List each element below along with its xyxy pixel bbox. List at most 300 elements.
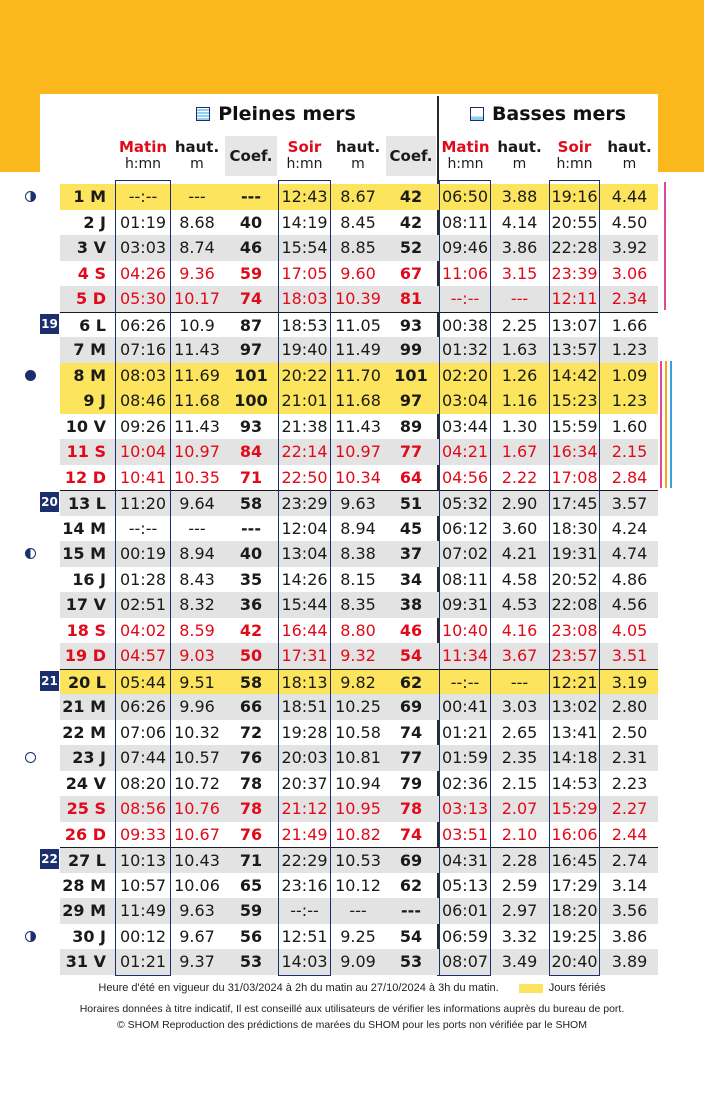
day-cell: 20 L [67, 672, 106, 692]
bm-haut-2-cell: 1.66 [611, 315, 648, 335]
bm-soir-cell: 20:55 [551, 212, 598, 232]
bm-haut-1-cell: 3.86 [501, 238, 538, 257]
pm-soir-cell: 18:51 [281, 697, 328, 716]
day-cell: 11 S [66, 442, 106, 461]
pm-coef-1-cell: 71 [239, 467, 263, 487]
pm-coef-2-cell: --- [401, 901, 421, 920]
pm-haut-2-cell: 8.35 [340, 595, 376, 614]
pm-matin-cell: 08:56 [119, 799, 167, 818]
pm-haut-2-cell: 11.05 [335, 315, 381, 335]
bm-matin-cell: 01:21 [441, 722, 489, 742]
pm-coef-1-cell: 100 [234, 391, 268, 410]
pm-haut-2-cell: 10.82 [335, 824, 381, 844]
pm-coef-1-cell: 74 [239, 289, 263, 308]
bm-haut-1-cell: 3.49 [501, 952, 538, 971]
pm-haut-2-cell: 10.95 [335, 799, 381, 818]
day-cell: 23 J [72, 748, 106, 767]
pm-coef-2-cell: 62 [399, 672, 423, 692]
pm-haut-2-cell: 10.34 [335, 467, 381, 487]
pm-haut-2-cell: 11.70 [335, 365, 381, 385]
pm-haut-2-cell: 8.45 [340, 212, 376, 232]
pm-soir-cell: 21:12 [281, 799, 328, 818]
pm-coef-2-cell: 74 [399, 722, 423, 742]
pm-soir-cell: 14:19 [281, 212, 328, 232]
bm-haut-1-cell: 1.30 [501, 416, 538, 436]
bm-matin-cell: 01:32 [441, 340, 489, 359]
pm-matin-cell: 01:28 [119, 569, 167, 589]
pm-matin-cell: 03:03 [119, 238, 167, 257]
bm-haut-1-cell: 4.14 [501, 212, 538, 232]
day-cell: 10 V [65, 416, 106, 436]
pm-coef-1-cell: 50 [239, 646, 263, 665]
pm-matin-cell: 06:26 [119, 315, 167, 335]
pm-soir-cell: 20:03 [281, 748, 328, 767]
holiday-legend-swatch [519, 984, 543, 993]
pm-matin-cell: 10:41 [119, 467, 167, 487]
header-pm-soir: Soir h:mn [286, 138, 323, 172]
pm-haut-2-cell: 11.68 [335, 391, 381, 410]
pm-haut-2-cell: 10.94 [335, 773, 381, 793]
pm-coef-1-cell: 36 [239, 595, 263, 614]
bm-haut-1-cell: 1.63 [501, 340, 538, 359]
pm-soir-cell: 16:44 [281, 620, 328, 640]
pm-coef-1-cell: 46 [239, 238, 263, 257]
pm-haut-2-cell: 10.97 [335, 442, 381, 461]
bm-haut-1-cell: 2.59 [501, 875, 538, 895]
pm-coef-2-cell: 77 [399, 748, 423, 767]
bm-haut-1-cell: 2.25 [501, 315, 538, 335]
pm-coef-2-cell: 77 [399, 442, 423, 461]
bm-matin-column-box [439, 180, 491, 976]
bm-soir-cell: 19:16 [551, 187, 598, 206]
pm-coef-2-cell: 69 [399, 697, 423, 716]
pm-soir-cell: 15:44 [281, 595, 328, 614]
pm-matin-cell: 10:57 [119, 875, 167, 895]
footer-disclaimer: Horaires données à titre indicatif, Il est conseillé aux utilisateurs de vérifier les informations auprès du bureau de port. [79, 1003, 625, 1015]
pm-coef-1-cell: 97 [239, 340, 263, 359]
pm-matin-cell: 04:57 [119, 646, 167, 665]
bm-haut-2-cell: 3.86 [611, 926, 648, 946]
pm-coef-2-cell: 81 [399, 289, 423, 308]
bm-soir-cell: 20:52 [551, 569, 598, 589]
bm-haut-2-cell: 3.14 [611, 875, 648, 895]
bm-matin-cell: 06:01 [441, 901, 489, 920]
footer-copyright: © SHOM Reproduction des prédictions de marées du SHOM pour les ports non vérifiée par le SHOM [117, 1019, 587, 1031]
first-quarter-moon-icon [25, 931, 36, 942]
pm-soir-cell: 23:29 [281, 494, 328, 513]
pm-coef-1-cell: 101 [234, 365, 268, 385]
day-cell: 6 L [79, 315, 106, 335]
day-cell: 21 M [62, 697, 106, 716]
pm-haut-2-cell: 8.15 [340, 569, 376, 589]
bm-haut-2-cell: 3.19 [611, 672, 648, 692]
pm-haut-1-cell: 9.37 [179, 952, 215, 971]
pm-coef-1-cell: 65 [239, 875, 263, 895]
header-pm-coef-2: Coef. [386, 136, 436, 176]
pm-haut-2-cell: 9.32 [340, 646, 376, 665]
pm-matin-cell: 01:21 [119, 952, 167, 971]
pm-coef-1-cell: 71 [239, 851, 263, 870]
pm-coef-1-cell: --- [241, 518, 261, 538]
pm-haut-1-cell: 8.94 [179, 544, 215, 563]
bm-soir-cell: 22:28 [551, 238, 598, 257]
day-cell: 28 M [62, 875, 106, 895]
bm-soir-cell: 12:21 [551, 672, 598, 692]
day-cell: 14 M [62, 518, 106, 538]
pm-coef-2-cell: 97 [399, 391, 423, 410]
pm-matin-cell: 11:20 [119, 494, 167, 513]
pm-haut-1-cell: 10.9 [179, 315, 215, 335]
bm-soir-cell: 16:06 [551, 824, 598, 844]
pm-matin-cell: 10:13 [119, 851, 167, 870]
bm-haut-2-cell: 3.56 [611, 901, 648, 920]
bm-haut-1-cell: 1.26 [501, 365, 538, 385]
day-cell: 25 S [66, 799, 106, 818]
pm-soir-cell: 22:50 [281, 467, 328, 487]
bm-haut-2-cell: 2.27 [611, 799, 648, 818]
pm-matin-cell: 04:26 [119, 263, 167, 283]
week-number-badge: 21 [40, 671, 59, 691]
pm-matin-cell: 09:26 [119, 416, 167, 436]
header-pm-haut-2: haut. m [335, 138, 381, 172]
pm-coef-2-cell: 101 [394, 365, 428, 385]
pm-haut-1-cell: 9.64 [179, 494, 215, 513]
pm-haut-1-cell: 8.68 [179, 212, 215, 232]
pm-matin-cell: 00:12 [119, 926, 167, 946]
footer-dst-line [0, 982, 704, 994]
bm-haut-1-cell: 2.15 [501, 773, 538, 793]
bm-soir-cell: 12:11 [551, 289, 598, 308]
pm-haut-2-cell: 9.09 [340, 952, 376, 971]
pm-coef-2-cell: 64 [399, 467, 423, 487]
bm-haut-2-cell: 2.34 [611, 289, 648, 308]
pm-matin-cell: 09:33 [119, 824, 167, 844]
bm-haut-1-cell: 2.90 [501, 494, 538, 513]
pm-haut-2-cell: 8.80 [340, 620, 376, 640]
pm-haut-1-cell: 10.72 [174, 773, 220, 793]
bm-matin-cell: 04:56 [441, 467, 489, 487]
pm-soir-cell: 17:05 [281, 263, 328, 283]
period-side-mark [664, 182, 666, 310]
pm-haut-1-cell: 9.03 [179, 646, 215, 665]
bm-soir-cell: 16:45 [551, 851, 598, 870]
day-cell: 1 M [73, 187, 106, 206]
pm-coef-2-cell: 79 [399, 773, 423, 793]
pm-haut-1-cell: --- [188, 518, 206, 538]
pm-coef-1-cell: 42 [239, 620, 263, 640]
day-cell: 22 M [62, 722, 106, 742]
high-tide-group-title [115, 96, 437, 132]
bm-haut-1-cell: 3.88 [501, 187, 538, 206]
bm-soir-cell: 16:34 [551, 442, 598, 461]
pm-haut-2-cell: 10.81 [335, 748, 381, 767]
pm-matin-cell: 05:44 [119, 672, 167, 692]
bm-haut-2-cell: 4.24 [611, 518, 648, 538]
pm-haut-2-cell: 8.94 [340, 518, 376, 538]
header-bm-haut-1: haut. m [497, 138, 542, 172]
pm-soir-cell: 15:54 [281, 238, 328, 257]
pm-matin-cell: 06:26 [119, 697, 167, 716]
header-pm-haut-1: haut. m [174, 138, 220, 172]
bm-soir-cell: 23:57 [551, 646, 598, 665]
week-number-badge: 22 [40, 849, 59, 869]
pm-matin-cell: 00:19 [119, 544, 167, 563]
bm-haut-2-cell: 2.80 [611, 697, 648, 716]
bm-haut-1-cell: 4.53 [501, 595, 538, 614]
pm-haut-2-cell: 9.63 [340, 494, 376, 513]
pm-haut-2-cell: 9.60 [340, 263, 376, 283]
pm-coef-2-cell: 69 [399, 851, 423, 870]
bm-haut-2-cell: 3.51 [611, 646, 648, 665]
bm-haut-1-cell: 2.35 [501, 748, 538, 767]
pm-coef-2-cell: 93 [399, 315, 423, 335]
bm-haut-2-cell: 2.31 [611, 748, 648, 767]
bm-matin-cell: --:-- [450, 289, 480, 308]
pm-coef-1-cell: 58 [239, 494, 263, 513]
bm-haut-2-cell: 4.56 [611, 595, 648, 614]
pm-coef-2-cell: 62 [399, 875, 423, 895]
pm-haut-1-cell: 11.69 [174, 365, 220, 385]
pm-haut-1-cell: 10.35 [174, 467, 220, 487]
pm-haut-1-cell: 9.36 [179, 263, 215, 283]
pm-matin-cell: 04:02 [119, 620, 167, 640]
pm-soir-cell: 14:03 [281, 952, 328, 971]
pm-coef-1-cell: 58 [239, 672, 263, 692]
pm-coef-1-cell: 72 [239, 722, 263, 742]
low-tide-icon [470, 107, 484, 121]
pm-haut-1-cell: 8.74 [179, 238, 215, 257]
pm-soir-cell: 18:03 [281, 289, 328, 308]
bm-haut-2-cell: 3.06 [611, 263, 648, 283]
bm-haut-1-cell: 1.16 [501, 391, 538, 410]
bm-haut-2-cell: 1.60 [611, 416, 648, 436]
pm-coef-2-cell: 74 [399, 824, 423, 844]
pm-matin-cell: 05:30 [119, 289, 167, 308]
header-bm-haut-2: haut. m [607, 138, 652, 172]
bm-haut-1-cell: 2.28 [501, 851, 538, 870]
day-cell: 31 V [65, 952, 106, 971]
day-cell: 24 V [65, 773, 106, 793]
pm-haut-2-cell: 8.85 [340, 238, 376, 257]
bm-matin-cell: 03:04 [441, 391, 489, 410]
pm-matin-column-box [115, 180, 171, 976]
pm-matin-cell: 02:51 [119, 595, 167, 614]
bm-haut-1-cell: 3.03 [501, 697, 538, 716]
pm-coef-1-cell: 66 [239, 697, 263, 716]
pm-haut-2-cell: 8.67 [340, 187, 376, 206]
bm-haut-2-cell: 2.74 [611, 851, 648, 870]
pm-haut-1-cell: 10.76 [174, 799, 220, 818]
header-pm-coef-1: Coef. [225, 136, 277, 176]
pm-soir-cell: 19:40 [281, 340, 328, 359]
pm-haut-1-cell: 10.57 [174, 748, 220, 767]
pm-haut-2-cell: 10.12 [335, 875, 381, 895]
holiday-legend-label: Jours fériés [548, 982, 606, 994]
day-cell: 12 D [64, 467, 106, 487]
pm-matin-cell: 08:03 [119, 365, 167, 385]
bm-haut-1-cell: 2.10 [501, 824, 538, 844]
day-cell: 29 M [62, 901, 106, 920]
pm-soir-cell: 22:29 [281, 851, 328, 870]
pm-haut-1-cell: 10.17 [174, 289, 220, 308]
day-cell: 8 M [73, 365, 106, 385]
bm-haut-2-cell: 2.44 [611, 824, 648, 844]
day-cell: 27 L [67, 851, 106, 870]
bm-haut-2-cell: 2.50 [611, 722, 648, 742]
pm-coef-1-cell: 84 [239, 442, 263, 461]
pm-haut-1-cell: 11.68 [174, 391, 220, 410]
bm-haut-1-cell: 2.97 [501, 901, 538, 920]
pm-soir-cell: 12:43 [281, 187, 328, 206]
bm-haut-1-cell: --- [510, 289, 529, 308]
bm-haut-2-cell: 3.92 [611, 238, 648, 257]
day-cell: 18 S [66, 620, 106, 640]
day-cell: 15 M [62, 544, 106, 563]
bm-haut-2-cell: 3.57 [611, 494, 648, 513]
pm-soir-cell: 21:01 [281, 391, 328, 410]
pm-coef-1-cell: 78 [239, 799, 263, 818]
pm-coef-1-cell: 76 [239, 748, 263, 767]
bm-soir-cell: 17:45 [551, 494, 598, 513]
bm-matin-cell: 02:36 [441, 773, 489, 793]
period-side-mark [660, 361, 662, 489]
low-tide-group-title [438, 96, 658, 132]
bm-soir-cell: 17:29 [551, 875, 598, 895]
pm-soir-cell: 12:04 [281, 518, 328, 538]
pm-soir-column-box [278, 180, 331, 976]
last-quarter-moon-icon [25, 548, 36, 559]
pm-coef-2-cell: 38 [399, 595, 423, 614]
bm-haut-1-cell: 2.07 [501, 799, 538, 818]
day-cell: 19 D [64, 646, 106, 665]
pm-soir-cell: 18:13 [281, 672, 328, 692]
pm-haut-1-cell: 10.97 [174, 442, 220, 461]
bm-soir-cell: 13:57 [551, 340, 598, 359]
bm-matin-cell: 06:12 [441, 518, 489, 538]
pm-coef-2-cell: 54 [399, 926, 423, 946]
pm-haut-1-cell: 9.96 [179, 697, 215, 716]
low-tide-label: Basses mers [491, 103, 627, 125]
bm-matin-cell: 04:21 [441, 442, 489, 461]
pm-soir-cell: --:-- [290, 901, 319, 920]
bm-haut-1-cell: 2.65 [501, 722, 538, 742]
bm-matin-cell: 04:31 [441, 851, 489, 870]
pm-soir-cell: 21:38 [281, 416, 328, 436]
bm-soir-column-box [549, 180, 600, 976]
bm-soir-cell: 13:41 [551, 722, 598, 742]
pm-coef-1-cell: 59 [239, 901, 263, 920]
bm-haut-2-cell: 1.09 [611, 365, 648, 385]
bm-haut-2-cell: 2.15 [611, 442, 648, 461]
high-tide-label: Pleines mers [218, 103, 356, 125]
pm-coef-2-cell: 99 [399, 340, 423, 359]
pm-haut-1-cell: 11.43 [174, 416, 220, 436]
pm-haut-1-cell: --- [188, 187, 206, 206]
bm-haut-2-cell: 2.84 [611, 467, 648, 487]
bm-soir-cell: 18:20 [551, 901, 598, 920]
bm-haut-1-cell: --- [510, 672, 529, 692]
day-cell: 7 M [73, 340, 106, 359]
bm-soir-cell: 15:23 [551, 391, 598, 410]
day-cell: 4 S [77, 263, 106, 283]
pm-matin-cell: --:-- [128, 187, 158, 206]
bm-haut-1-cell: 3.15 [501, 263, 538, 283]
pm-coef-1-cell: 78 [239, 773, 263, 793]
period-side-mark [665, 361, 667, 489]
bm-matin-cell: 00:38 [441, 315, 489, 335]
pm-haut-2-cell: 10.25 [335, 697, 381, 716]
bm-haut-2-cell: 4.44 [611, 187, 648, 206]
period-side-mark [670, 361, 672, 489]
pm-haut-1-cell: 10.43 [174, 851, 220, 870]
pm-soir-cell: 20:22 [281, 365, 328, 385]
pm-soir-cell: 23:16 [281, 875, 328, 895]
pm-matin-cell: 08:46 [119, 391, 167, 410]
pm-haut-1-cell: 10.32 [174, 722, 220, 742]
bm-soir-cell: 19:25 [551, 926, 598, 946]
pm-coef-1-cell: 56 [239, 926, 263, 946]
high-tide-icon [196, 107, 210, 121]
bm-matin-cell: 03:44 [441, 416, 489, 436]
dst-note: Heure d'été en vigueur du 31/03/2024 à 2h du matin au 27/10/2024 à 3h du matin. [98, 982, 499, 994]
pm-coef-1-cell: 53 [239, 952, 263, 971]
bm-haut-2-cell: 4.05 [611, 620, 648, 640]
pm-haut-1-cell: 10.06 [174, 875, 220, 895]
bm-haut-1-cell: 3.60 [501, 518, 538, 538]
pm-coef-1-cell: 93 [239, 416, 263, 436]
pm-haut-2-cell: 9.25 [340, 926, 376, 946]
bm-matin-cell: 08:11 [441, 212, 489, 232]
bm-matin-cell: 05:32 [441, 494, 489, 513]
pm-matin-cell: 11:49 [119, 901, 167, 920]
pm-coef-1-cell: 59 [239, 263, 263, 283]
bm-soir-cell: 15:59 [551, 416, 598, 436]
pm-matin-cell: 01:19 [119, 212, 167, 232]
bm-soir-cell: 19:31 [551, 544, 598, 563]
day-cell: 30 J [72, 926, 106, 946]
pm-coef-2-cell: 51 [399, 494, 423, 513]
pm-haut-1-cell: 8.59 [179, 620, 215, 640]
pm-haut-1-cell: 8.32 [179, 595, 215, 614]
pm-coef-2-cell: 37 [399, 544, 423, 563]
bm-matin-cell: 06:59 [441, 926, 489, 946]
bm-matin-cell: 05:13 [441, 875, 489, 895]
bm-haut-1-cell: 4.21 [501, 544, 538, 563]
day-cell: 16 J [72, 569, 106, 589]
pm-haut-2-cell: 11.43 [335, 416, 381, 436]
bm-matin-cell: 00:41 [441, 697, 489, 716]
pm-coef-2-cell: 67 [399, 263, 423, 283]
header-bm-matin: Matin h:mn [441, 138, 490, 172]
bm-soir-cell: 14:53 [551, 773, 598, 793]
bm-matin-cell: 09:31 [441, 595, 489, 614]
day-cell: 26 D [64, 824, 106, 844]
bm-haut-1-cell: 4.16 [501, 620, 538, 640]
bm-matin-cell: 07:02 [441, 544, 489, 563]
pm-haut-2-cell: 10.39 [335, 289, 381, 308]
pm-soir-cell: 20:37 [281, 773, 328, 793]
pm-coef-2-cell: 45 [399, 518, 423, 538]
pm-soir-cell: 19:28 [281, 722, 328, 742]
bm-soir-cell: 22:08 [551, 595, 598, 614]
bm-haut-2-cell: 1.23 [611, 391, 648, 410]
bm-matin-cell: --:-- [450, 672, 480, 692]
bm-haut-2-cell: 2.23 [611, 773, 648, 793]
pm-coef-2-cell: 78 [399, 799, 423, 818]
pm-soir-cell: 22:14 [281, 442, 328, 461]
header-pm-matin: Matin h:mn [118, 138, 168, 172]
pm-matin-cell: --:-- [128, 518, 158, 538]
